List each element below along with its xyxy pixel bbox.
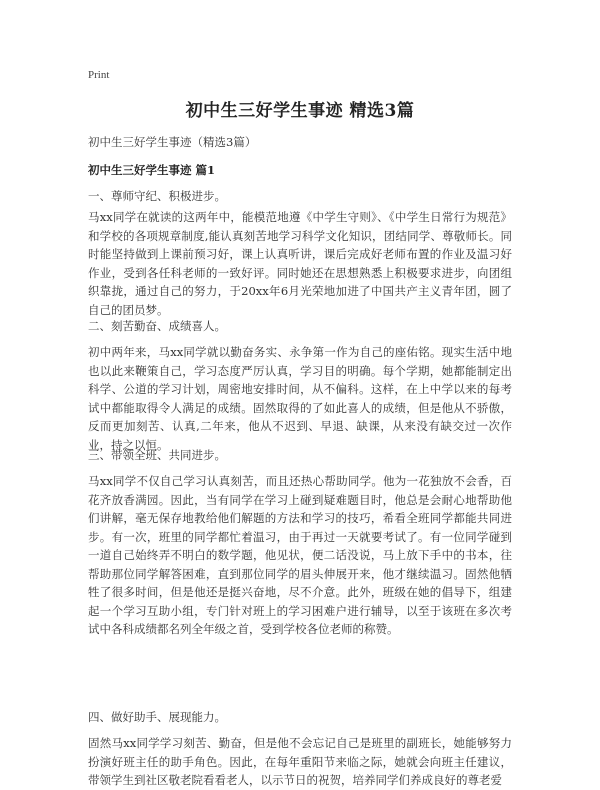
- page-title: 初中生三好学生事迹 精选3篇: [185, 101, 415, 121]
- paragraph-3: 马xx同学不仅自己学习认真刻苦，而且还热心帮助同学。他为一花独放不会香，百花齐放香满园。因此，当有同学在学习上碰到疑难题目时，他总是会耐心地帮助他们讲解，毫无保存地教给他们解题的方法和学习的技巧，希看全班同学都能共同进步。有一次，班里的同学都忙着温习，由于再过一天就要考试了。有一位同学碰到一道自己始终弄不明白的数学题，他见状，便二话没说，马上放下手中的书本，往帮助那位同学解答困难，直到那位同学的眉头伸展开来，他才继续温习。固然他牺牲了很多时间，但是他还是挺兴奋地，尽不介意。此外，班级在她的倡导下，组建起一个学习互助小组，专门针对班上的学习困难户进行辅导，以至于该班在多次考试中各科成绩都名列全年级之首，受到学校各位老师的称赞。: [88, 474, 512, 636]
- section-title: 初中生三好学生事迹 篇1: [88, 163, 216, 177]
- section-heading-4: 四、做好助手、展现能力。: [88, 710, 226, 724]
- print-label: Print: [88, 69, 110, 81]
- paragraph-2: 初中两年来，马xx同学就以勤奋务实、永争第一作为自己的座佑铭。现实生活中地也以此来鞭策自己，学习态度严厉认真，学习目的明确。每个学期，她都能制定出科学、公道的学习计划，周密地安排时间，从不偏科。这样，在上中学以来的每考试中都能取得令人满足的成绩。固然取得的了如此喜人的成绩，但是他从不骄傲，反而更加刻苦、认真,二年来，他从不迟到、早退、缺课，从来没有缺交过一次作业，持之以恒。: [88, 345, 512, 452]
- paragraph-1: 马xx同学在就读的这两年中，能模范地遵《中学生守则》、《中学生日常行为规范》和学校的各项规章制度,能认真刻苦地学习科学文化知识，团结同学、尊敬师长。同时能坚持做到上课前预习好，课上认真听讲，课后完成好老师布置的作业及温习好作业，受到各任科老师的一致好评。同时她还在思想熟悉上积极要求进步，向团组织靠拢，通过自己的努力，于20xx年6月光荣地加进了中国共产主义青年团，圆了自己的团员梦。: [88, 210, 512, 317]
- paragraph-4: 固然马xx同学学习刻苦、勤奋，但是他不会忘记自己是班里的副班长，她能够努力扮演好班主任的助手角色。因此，在每年重阳节来临之际，她就会向班主任建议，带领学生到社区敬老院看看老人，以示节日的祝贺，培养同学们养成良好的尊老爱: [88, 736, 512, 787]
- document-subtitle: 初中生三好学生事迹（精选3篇）: [88, 135, 257, 149]
- section-heading-2: 二、刻苦勤奋、成绩喜人。: [88, 319, 226, 333]
- section-heading-1: 一、尊师守纪、积极进步。: [88, 189, 226, 203]
- section-heading-3: 三、带领全班、共同进步。: [88, 448, 226, 462]
